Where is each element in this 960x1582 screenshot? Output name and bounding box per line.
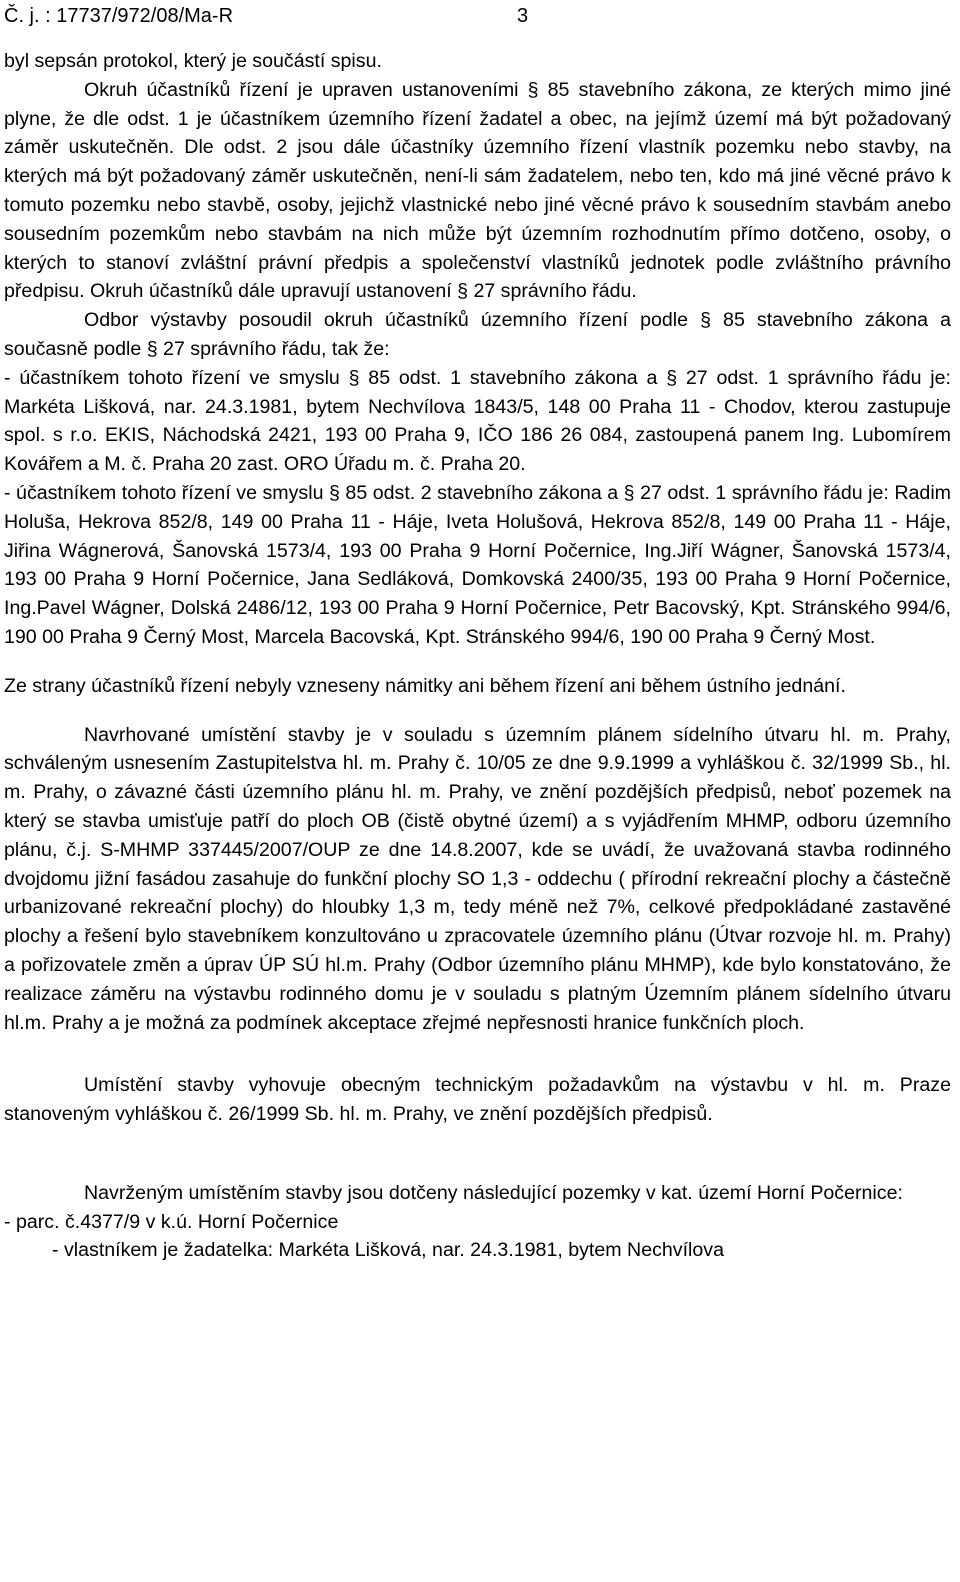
paragraph-affected-plots: Navrženým umístěním stavby jsou dotčeny následující pozemky v kat. území Horní Počernice: bbox=[84, 1181, 903, 1204]
paragraph-protocol: byl sepsán protokol, který je součástí spisu. bbox=[4, 50, 382, 72]
paragraph-participant-neighbours: - účastníkem tohoto řízení ve smyslu § 85 odst. 2 stavebního zákona a § 27 odst. 1 správního řádu je: Radim Holuša, Hekrova 852/8, 149 00 Praha 11 - Háje, Iveta Holušová, Hekrova 852/8, 149 00 Praha 11 - Háje, Jiřina Wágnerová, Šanovská 1573/4, 193 00 Praha 9 Horní Počernice, Ing.Jiří Wágner, Šanovská 1573/4, 193 00 Praha 9 Horní Počernice, Jana Sedláková, Domkovská 2400/35, 193 00 Praha 9 Horní Počernice, Ing.Pavel Wágner, Dolská 2486/12, 193 00 Praha 9 Horní Počernice, Petr Bacovský, Kpt. Stránského 994/6, 190 00 Praha 9 Černý Most, Marcela Bacovská, Kpt. Stránského 994/6, 190 00 Praha 9 Černý Most. bbox=[4, 481, 951, 648]
page-number: 3 bbox=[517, 5, 529, 27]
paragraph-technical-requirements: Umístění stavby vyhovuje obecným technickým požadavkům na výstavbu v hl. m. Praze stanoveným vyhláškou č. 26/1999 Sb. hl. m. Prahy, ve znění pozdějších předpisů. bbox=[4, 1074, 951, 1126]
paragraph-participants-scope: Okruh účastníků řízení je upraven ustanoveními § 85 stavebního zákona, ze kterých mimo jiné plyne, že dle odst. 1 je účastníkem územního řízení žadatel a obec, na jejímž území má být požadovaný záměr uskutečněn. Dle odst. 2 jsou dále účastníky územního řízení vlastník pozemku nebo stavby, na kterých má být požadovaný záměr uskutečněn, není-li sám žadatelem, nebo ten, kdo má jiné věcné právo k tomuto pozemku nebo stavbě, osoby, jejichž vlastnické nebo jiné věcné právo k sousedním stavbám anebo sousedním pozemkům nebo stavbám na nich může být územním rozhodnutím přímo dotčeno, osoby, o kterých to stanoví zvláštní právní předpis a společenství vlastníků jednotek podle zvláštního právního předpisu. Okruh účastníků dále upravují ustanovení § 27 správního řádu. bbox=[4, 78, 951, 303]
paragraph-zoning-plan: Navrhované umístění stavby je v souladu s územním plánem sídelního útvaru hl. m. Prahy, schváleným usnesením Zastupitelstva hl. m. Prahy č. 10/05 ze dne 9.9.1999 a vyhláškou č. 32/1999 Sb., hl. m. Prahy, o závazné části územního plánu hl. m. Prahy, ve znění pozdějších předpisů, neboť pozemek na který se stavba umisťuje patří do ploch OB (čistě obytné území) a s vyjádřením MHMP, odboru územního plánu, č.j. S-MHMP 337445/2007/OUP ze dne 14.8.2007, kde se uvádí, že uvažovaná stavba rodinného dvojdomu jižní fasádou zasahuje do funkční plochy SO 1,3 - oddechu ( přírodní rekreační plochy a částečně urbanizované rekreační plochy) do hloubky 1,3 m, tedy méně než 7%, celkové předpokládané zastavěné plochy a řešení bylo stavebníkem konzultováno u zpracovatele územního plánu (Útvar rozvoje hl. m. Prahy) a pořizovatele změn a úprav ÚP SÚ hl.m. Prahy (Odbor územního plánu MHMP), kde bylo konstatováno, že realizace záměru na výstavbu rodinného domu je v souladu s platným Územním plánem sídelního útvaru hl.m. Prahy a je možná za podmínek akceptace zřejmé nepřesnosti hranice funkčních ploch. bbox=[4, 723, 951, 1034]
list-item-owner: - vlastníkem je žadatelka: Markéta Lišková, nar. 24.3.1981, bytem Nechvílova bbox=[52, 1239, 724, 1262]
paragraph-assessment: Odbor výstavby posoudil okruh účastníků územního řízení podle § 85 stavebního zákona a současně podle § 27 správního řádu, tak že: bbox=[4, 309, 951, 360]
list-item-parcel: - parc. č.4377/9 v k.ú. Horní Počernice bbox=[4, 1210, 339, 1233]
paragraph-participant-applicant: - účastníkem tohoto řízení ve smyslu § 85 odst. 1 stavebního zákona a § 27 odst. 1 správního řádu je: Markéta Lišková, nar. 24.3.1981, bytem Nechvílova 1843/5, 148 00 Praha 11 - Chodov, kterou zastupuje spol. s r.o. EKIS, Náchodská 2421, 193 00 Praha 9, IČO 186 26 084, zastoupená panem Ing. Lubomírem Kovářem a M. č. Praha 20 zast. ORO Úřadu m. č. Praha 20. bbox=[4, 366, 951, 476]
paragraph-no-objections: Ze strany účastníků řízení nebyly vzneseny námitky ani během řízení ani během ústního jednání. bbox=[4, 674, 846, 697]
reference-number: Č. j. : 17737/972/08/Ma-R bbox=[4, 5, 234, 27]
document-body bbox=[4, 47, 951, 1265]
